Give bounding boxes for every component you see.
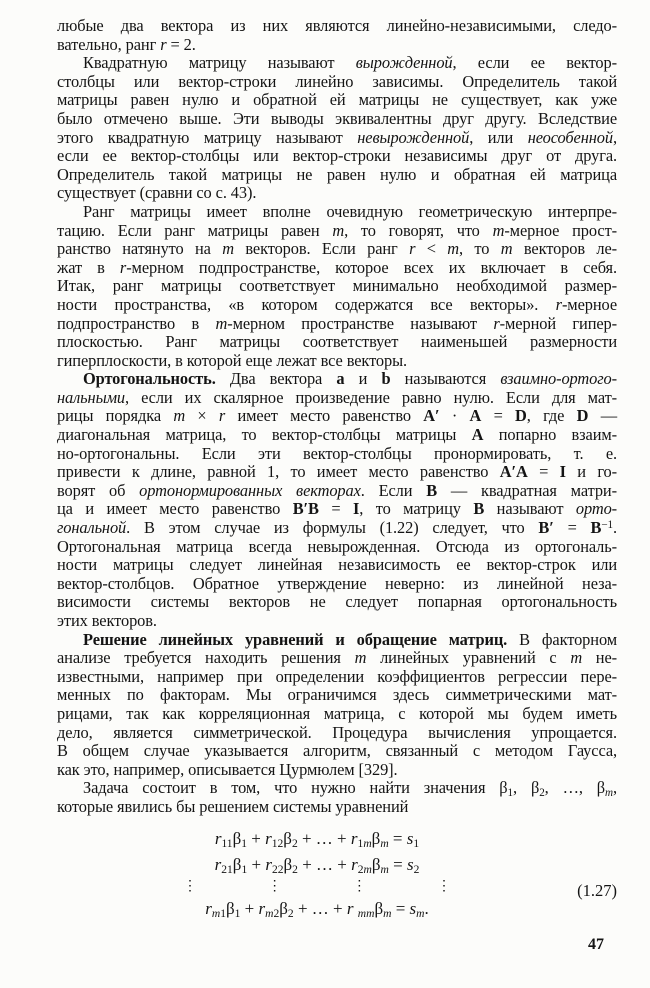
text-line: существует (сравни со с. 43). (57, 183, 257, 203)
equation-vertical-dots (183, 877, 451, 896)
text-line: жат в r-мерном подпространстве, которое всех их включает в себя. (57, 257, 617, 277)
text-line: столбцы или вектор-строки линейно зависимы. Определитель такой (57, 71, 617, 91)
text-line: вектор-столбцов. Обратное утверждение неверно: из линейной неза- (57, 573, 617, 593)
equation-rows (57, 826, 577, 922)
equation-row: $r_{11}\beta_1 + r_{12}\beta_2$ + … + $r_{1m}\beta_m = s_1$ (214, 829, 420, 850)
paragraph (57, 779, 617, 816)
text-line: как это, например, описывается Цурмюлем [329]. (57, 759, 398, 779)
vertical-ellipsis: ⋮ (352, 879, 367, 894)
text-line: ности матрицы следует линейная независимость ее вектор-строк или (57, 555, 617, 575)
text-line: ности пространства, «в котором содержатся все векторы». r-мерное (57, 294, 617, 314)
text-line: плоскостью. Ранг матрицы соответствует наименьшей размерности (57, 332, 617, 352)
text-line: Задача состоит в том, что нужно найти значения $\beta_1$, $\beta_2$, …, $\beta_m$, (83, 778, 617, 800)
text-line: подпространство в m-мерном пространстве называют r-мерной гипер- (57, 313, 618, 333)
equation-block (57, 826, 617, 922)
text-line: тацию. Если ранг матрицы равен m, то говорят, что m-мерное прост- (57, 220, 617, 240)
text-line: этих векторов. (57, 611, 157, 630)
text-line: Итак, ранг матрицы соответствует минимально необходимой размер- (57, 276, 617, 296)
text-line: Ранг матрицы имеет вполне очевидную геометрическую интерпре- (83, 201, 617, 221)
text-line: анализе требуется находить решения m линейных уравнений с m не- (57, 648, 618, 668)
text-line: ранство натянуто на m векторов. Если ранг r < m, то m векторов ле- (57, 239, 618, 259)
text-block (57, 17, 617, 817)
text-line: диагональная матрица, то вектор-столбцы матрицы А попарно взаим- (57, 425, 617, 445)
text-line: менных по факторам. Мы ограничимся здесь симметрическими мат- (57, 685, 617, 705)
text-line: рицы порядка m × r имеет место равенство А′ · А = D, где D — (57, 406, 618, 426)
text-line: ворят об ортонормированных векторах. Если В — квадратная матри- (57, 480, 617, 500)
text-line: Определитель такой матрицы не равен нулю и обратная ей матрица (57, 164, 617, 184)
vertical-ellipsis: ⋮ (436, 879, 451, 894)
text-line: привести к длине, равной 1, то имеет место равенство А′А = I и го- (57, 462, 617, 482)
text-line: Ортогональность. Два вектора a и b называются взаимно-ортого- (83, 369, 617, 389)
text-line: ца и имеет место равенство В′В = I, то матрицу В называют орто- (57, 499, 618, 519)
text-line: гональной. В этом случае из формулы (1.22) следует, что $В' = В^{-1}$. (57, 518, 618, 538)
text-line: Квадратную матрицу называют вырожденной, если ее вектор- (83, 53, 617, 73)
equation-row: $r_{21}\beta_1 + r_{22}\beta_2$ + … + $r_{2m}\beta_m = s_2$ (214, 854, 420, 876)
text-line: висимости системы векторов не следует попарная ортогональность (57, 592, 617, 612)
text-line: но-ортогональны. Если эти вектор-столбцы пронормировать, т. е. (57, 443, 617, 463)
text-line: рицами, так как корреляционная матрица, с которой мы будем иметь (57, 703, 617, 723)
text-line: если ее вектор-столбцы или вектор-строки независимы друг от друга. (57, 146, 617, 166)
paragraph (57, 370, 617, 630)
text-line: В общем случае указывается алгоритм, связанный с методом Гаусса, (57, 741, 617, 761)
page-number: 47 (588, 936, 604, 953)
paragraph (57, 631, 617, 780)
text-line: нальными, если их скалярное произведение равно нулю. Если для мат- (57, 387, 617, 407)
text-line: любые два вектора из них являются линейно-независимыми, следо- (57, 16, 617, 35)
paragraph (57, 54, 617, 203)
equation-number: (1.27) (577, 881, 617, 900)
vertical-ellipsis: ⋮ (267, 879, 282, 894)
text-line: Решение линейных уравнений и обращение матриц. В факторном (83, 629, 618, 649)
text-line: вательно, ранг r = 2. (57, 34, 196, 54)
text-line: матрицы равен нулю и обратной ей матрицы не существует, как уже (57, 90, 617, 110)
paragraph (57, 203, 617, 370)
text-line: было отмечено выше. Эти выводы эквивалентны друг другу. Вследствие (57, 108, 617, 128)
text-line: известными, например при определении коэффициентов регрессии пере- (57, 666, 617, 686)
vertical-ellipsis: ⋮ (183, 879, 197, 894)
equation-row: $r_{m1}\beta_1 + r_{m2}\beta_2$ + … + r $_{mm}\beta_m = s_m$. (205, 899, 429, 920)
text-line: гиперплоскости, в которой еще лежат все векторы. (57, 350, 408, 370)
text-line: которые явились бы решением системы уравнений (57, 796, 409, 816)
text-line: Ортогональная матрица всегда невырожденная. Отсюда из ортогональ- (57, 536, 617, 556)
text-line: дело, является симметрической. Процедура вычисления упрощается. (57, 722, 617, 742)
text-line: этого квадратную матрицу называют невырожденной, или неособенной, (57, 127, 617, 147)
paragraph (57, 17, 617, 54)
